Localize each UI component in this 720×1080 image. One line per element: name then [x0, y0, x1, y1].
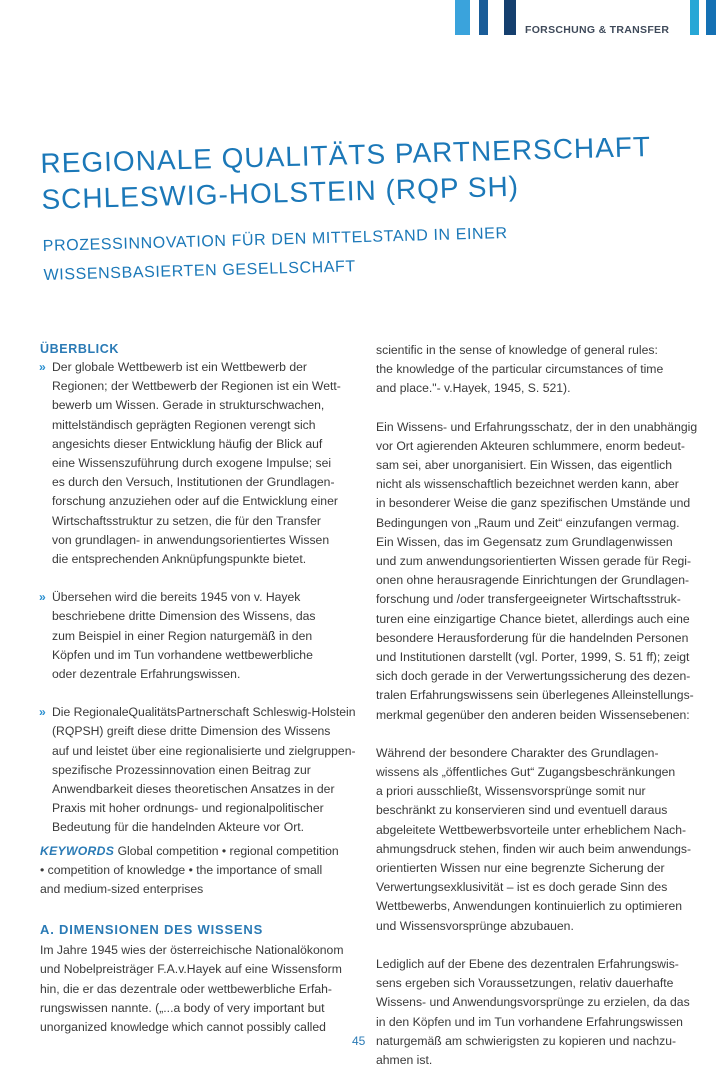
- text-line: Der globale Wettbewerb ist ein Wettbewerb der: [52, 360, 307, 374]
- text-line: angesichts dieser Entwicklung häufig der Blick auf: [52, 436, 323, 451]
- section-a-paragraph: [40, 941, 355, 1037]
- text-line: vor Ort agierenden Akteuren schlummere, enorm bedeut-: [376, 438, 685, 453]
- text-line: turen eine einzigartige Chance bietet, allerdings auch eine: [376, 611, 690, 626]
- page-subtitle: [42, 215, 663, 290]
- page-title: [40, 129, 662, 218]
- text-line: merkmal gegenüber den anderen beiden Wissensebenen:: [376, 707, 690, 722]
- text-line: forschung anzuziehen oder auf die Entwicklung einer: [52, 494, 338, 509]
- text-line: Wettbewerbs, Anwendungen kontinuierlich zu optimieren: [376, 899, 682, 914]
- header-bar-light-blue: [455, 0, 470, 35]
- text-line: zum Beispiel in einer Region naturgemäß in den: [52, 628, 313, 643]
- text-line: ahmen ist.: [376, 1052, 433, 1067]
- text-line: hin, die er das dezentrale oder wettbewerbliche Erfah-: [40, 981, 332, 996]
- text-line: und Wissensvorsprünge abzubauen.: [376, 918, 574, 933]
- overview-heading: ÜBERBLICK: [40, 342, 120, 356]
- spacer: [40, 684, 355, 703]
- paragraph-knowledge-treasure: [376, 418, 706, 725]
- spacer: [376, 936, 706, 955]
- text-line: onen ohne herausragende Einrichtungen der Grundlagen-: [376, 573, 690, 588]
- text-line: Regionen; der Wettbewerb der Regionen ist ein Wett-: [52, 379, 341, 394]
- spacer: [376, 399, 706, 418]
- text-line: Bedingungen von „Raum und Zeit“ einzufangen vermag.: [376, 515, 680, 530]
- text-line: ahmungsdruck stehen, finden wir auch beim anwendungs-: [376, 841, 692, 856]
- text-line: Lediglich auf der Ebene des dezentralen Erfahrungswis-: [376, 956, 679, 971]
- header-bar-right-light: [690, 0, 699, 35]
- text-line: in den Köpfen und im Tun vorhandene Erfahrungswissen: [376, 1014, 683, 1029]
- page-number: 45: [352, 1034, 366, 1048]
- text-line: sens ergeben sich Voraussetzungen, relativ dauerhafte: [376, 976, 674, 991]
- bullet-arrow-icon: »: [39, 705, 46, 720]
- header-bar-mid-blue: [479, 0, 488, 35]
- text-line: und Nobelpreisträger F.A.v.Hayek auf eine Wissensform: [40, 962, 342, 977]
- left-column: [40, 340, 355, 1037]
- overview-bullet-1: [40, 358, 355, 569]
- text-line: (RQPSH) greift diese dritte Dimension des Wissens: [52, 724, 331, 739]
- spacer: [376, 725, 706, 744]
- text-line: orientierten Wissen nur eine begrenzte Sicherung der: [376, 861, 665, 876]
- title-line-2: SCHLESWIG-HOLSTEIN (RQP SH): [41, 170, 520, 215]
- text-line: in besonderer Weise die ganz spezifischen Umstände und: [376, 496, 691, 511]
- header-bar-right-dark: [706, 0, 716, 35]
- subtitle-line-1: PROZESSINNOVATION FÜR DEN MITTELSTAND IN EINER: [42, 224, 508, 255]
- text-line: Übersehen wird die bereits 1945 von v. Hayek: [52, 590, 301, 605]
- keywords-line-1: [40, 842, 355, 861]
- keywords: [40, 842, 355, 900]
- text-line: Köpfen und im Tun vorhandene wettbewerbliche: [52, 647, 313, 662]
- text-line: bewerb um Wissen. Gerade in strukturschwachen,: [52, 398, 325, 413]
- section-a-heading: A. DIMENSIONEN DES WISSENS: [40, 922, 264, 938]
- text-line: Während der besondere Charakter des Grundlagen-: [376, 745, 659, 760]
- keywords-label: KEYWORDS: [40, 843, 115, 858]
- paragraph-public-good: [376, 744, 706, 936]
- text-line: Praxis mit hoher ordnungs- und regionalpolitischer: [52, 801, 324, 816]
- text-line: es durch den Versuch, Institutionen der Grundlagen-: [52, 475, 335, 490]
- section-label: FORSCHUNG & TRANSFER: [525, 24, 670, 36]
- text-line: eine Wissenszuführung durch exogene Impulse; sei: [52, 456, 332, 471]
- keywords-line-3: and medium-sized enterprises: [40, 882, 204, 897]
- text-line: tralen Erfahrungswissens sein überlegenes Alleinstellungs-: [376, 688, 694, 703]
- text-line: Die RegionaleQualitätsPartnerschaft Schleswig-Holstein: [52, 705, 356, 720]
- text-line: auf und leistet über eine regionalisierte und zielgruppen-: [52, 743, 356, 758]
- text-line: von grundlagen- in anwendungsorientiertes Wissen: [52, 532, 330, 547]
- subtitle-line-2: WISSENSBASIERTEN GESELLSCHAFT: [43, 258, 357, 284]
- bullet-arrow-icon: »: [39, 590, 46, 605]
- text-line: forschung und /oder transfergeeigneter Wirtschaftsstruk-: [376, 592, 681, 607]
- header-bar-dark-blue: [504, 0, 516, 35]
- text-line: und Institutionen darstellt (vgl. Porter, 1999, S. 51 ff); zeigt: [376, 650, 690, 665]
- text-line: Ein Wissen, das im Gegensatz zum Grundlagenwissen: [376, 534, 673, 549]
- text-line: naturgemäß am schwierigsten zu kopieren und nachzu-: [376, 1033, 677, 1048]
- overview-bullet-2: [40, 588, 355, 684]
- text-line: unorganized knowledge which cannot possibly called: [40, 1020, 326, 1035]
- text-line: spezifische Prozessinnovation einen Beitrag zur: [52, 762, 311, 777]
- text-line: the knowledge of the particular circumstances of time: [376, 362, 664, 377]
- paragraph-decentral-knowledge: [376, 955, 706, 1070]
- title-line-1: REGIONALE QUALITÄTS PARTNERSCHAFT: [40, 130, 652, 179]
- text-line: Anwendbarkeit dieses theoretischen Ansatzes in der: [52, 782, 335, 797]
- paragraph-quote-continuation: [376, 341, 706, 399]
- text-line: scientific in the sense of knowledge of general rules:: [376, 343, 658, 357]
- spacer: [40, 569, 355, 588]
- text-line: und zum anwendungsorientierten Wissen gerade für Regi-: [376, 554, 692, 569]
- text-line: beschränkt zu konservieren sind und eventuell daraus: [376, 803, 668, 818]
- text-line: Wirtschaftsstruktur zu setzen, die für den Transfer: [52, 513, 321, 528]
- text-line: mittelständisch geprägten Regionen verengt sich: [52, 417, 316, 432]
- text-line: sich doch gerade in der Verwertungssicherung des dezen-: [376, 669, 691, 684]
- text-line: a priori ausschließt, Wissensvorsprünge somit nur: [376, 784, 646, 799]
- bullet-arrow-icon: »: [39, 360, 46, 374]
- text-line: Wissens- und Anwendungsvorsprünge zu erzielen, da das: [376, 995, 690, 1010]
- text-line: Ein Wissens- und Erfahrungsschatz, der in den unabhängig: [376, 419, 698, 434]
- text-line: Verwertungsexklusivität – ist es doch gerade Sinn des: [376, 880, 668, 895]
- text-line: and place."- v.Hayek, 1945, S. 521).: [376, 381, 571, 396]
- text-line: die entsprechenden Anknüpfungspunkte bietet.: [52, 552, 307, 567]
- text-line: nicht als wissenschaftlich bezeichnet werden kann, aber: [376, 477, 679, 492]
- text-line: sam sei, aber unorganisiert. Ein Wissen, das eigentlich: [376, 458, 673, 473]
- text-line: Bedeutung für die handelnden Akteure vor Ort.: [52, 820, 305, 835]
- keywords-line-2: • competition of knowledge • the importance of small: [40, 862, 323, 877]
- text-line: abgeleitete Wettbewerbsvorteile unter erheblichem Nach-: [376, 822, 687, 837]
- overview-bullet-3: [40, 703, 355, 837]
- text-line: oder dezentrale Erfahrungswissen.: [52, 667, 241, 682]
- text-line: rungswissen nannte. („...a body of very important but: [40, 1000, 325, 1015]
- text-line: Im Jahre 1945 wies der österreichische Nationalökonom: [40, 943, 344, 958]
- text-line: besondere Herausforderung für die handelnden Personen: [376, 630, 689, 645]
- right-column: [376, 341, 706, 1070]
- title-block: [40, 129, 664, 290]
- keywords-text: Global competition • regional competition: [114, 843, 339, 858]
- text-line: wissens als „öffentliches Gut“ Zugangsbeschränkungen: [376, 765, 676, 780]
- text-line: beschriebene dritte Dimension des Wissens, das: [52, 609, 316, 624]
